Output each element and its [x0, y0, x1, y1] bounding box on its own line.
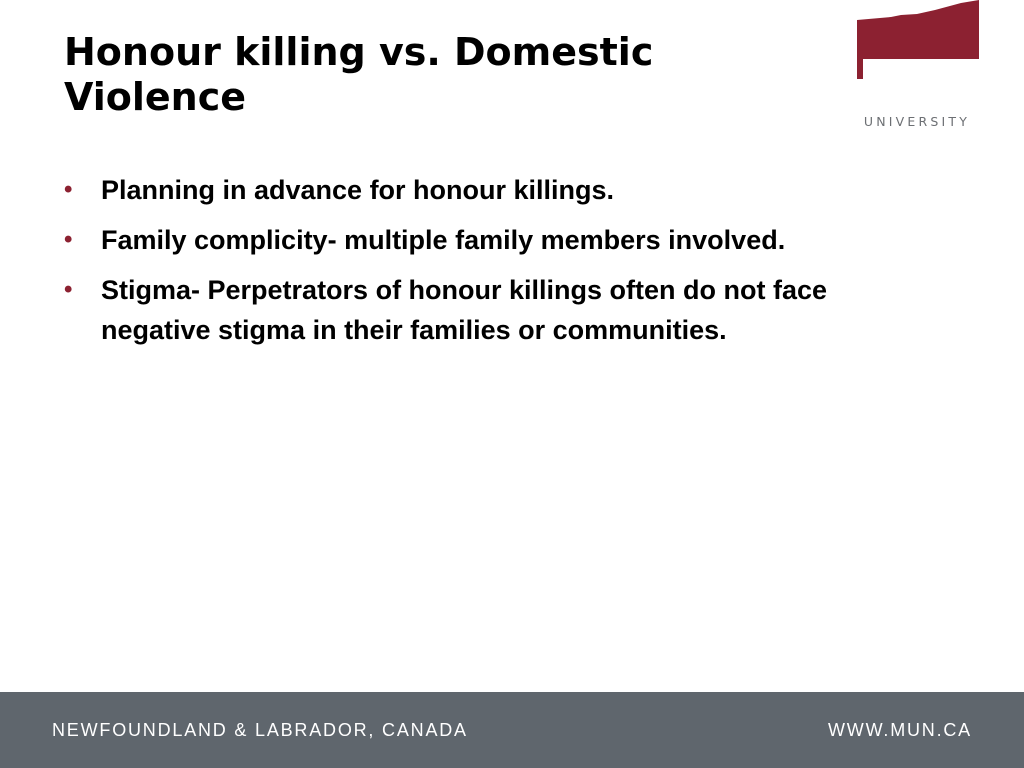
bullet-icon: • — [64, 226, 73, 253]
bullet-item — [64, 270, 844, 350]
bullet-list — [64, 170, 844, 360]
logo-word-memorial: MEMORIAL — [863, 96, 971, 112]
bullet-text: Planning in advance for honour killings. — [101, 175, 615, 205]
footer-location: NEWFOUNDLAND & LABRADOR, CANADA — [52, 720, 468, 740]
footer-website-link[interactable]: WWW.MUN.CA — [828, 720, 972, 740]
bullet-icon: • — [64, 276, 73, 303]
memorial-university-logo — [855, 0, 981, 140]
footer-bar — [0, 692, 1024, 768]
slide-title: Honour killing vs. Domestic Violence — [64, 30, 654, 119]
bullet-text: Stigma- Perpetrators of honour killings often do not face negative stigma in their families or communities. — [101, 275, 828, 345]
logo-word-university: UNIVERSITY — [863, 114, 971, 129]
bullet-text: Family complicity- multiple family members involved. — [101, 225, 786, 255]
bullet-item — [64, 170, 844, 210]
bullet-item — [64, 220, 844, 260]
bullet-icon: • — [64, 176, 73, 203]
